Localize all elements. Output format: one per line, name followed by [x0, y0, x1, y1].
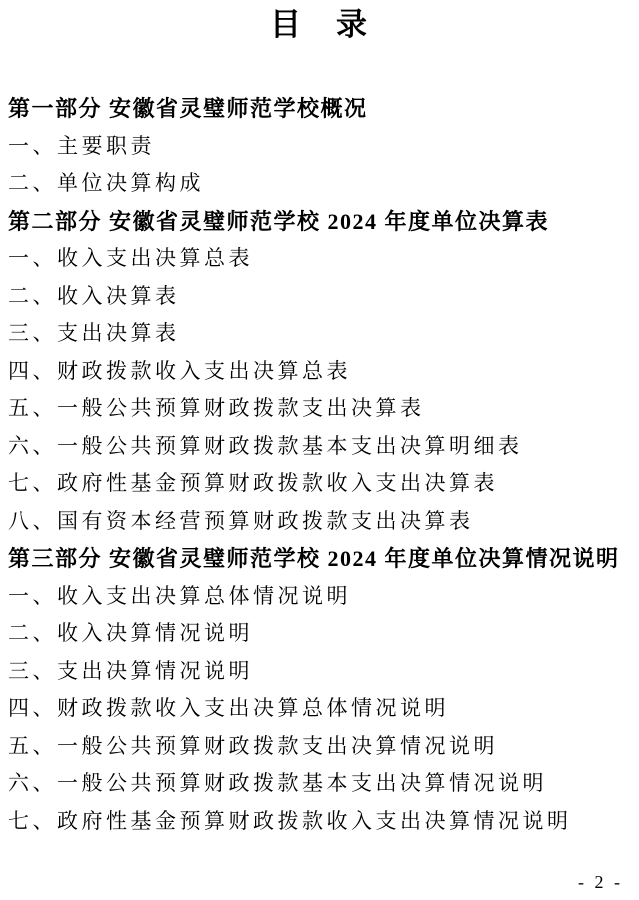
toc-item: 八、国有资本经营预算财政拨款支出决算表 — [8, 508, 474, 533]
toc-item: 四、财政拨款收入支出决算总体情况说明 — [8, 696, 449, 720]
page-number: - 2 - — [578, 872, 623, 892]
toc-item: 五、一般公共预算财政拨款支出决算情况说明 — [8, 733, 498, 758]
toc-section-heading-2: 第二部分 安徽省灵璧师范学校 2024 年度单位决算表 — [8, 208, 550, 234]
toc-item: 六、一般公共预算财政拨款基本支出决算情况说明 — [8, 771, 547, 795]
toc-item: 二、收入决算表 — [8, 283, 180, 308]
toc-item: 三、支出决算情况说明 — [8, 658, 253, 683]
toc-section-heading-3: 第三部分 安徽省灵璧师范学校 2024 年度单位决算情况说明 — [8, 546, 620, 571]
toc-item: 一、收入支出决算总体情况说明 — [8, 583, 351, 608]
toc-item: 七、政府性基金预算财政拨款收入支出决算表 — [8, 471, 498, 495]
toc-item: 五、一般公共预算财政拨款支出决算表 — [8, 396, 425, 420]
page-title: 目 录 — [270, 7, 369, 42]
toc-item: 七、政府性基金预算财政拨款收入支出决算情况说明 — [8, 808, 572, 833]
toc-item: 二、收入决算情况说明 — [8, 621, 253, 645]
toc-item: 一、主要职责 — [8, 133, 155, 158]
toc-item: 三、支出决算表 — [8, 321, 180, 345]
toc-section-heading-1: 第一部分 安徽省灵璧师范学校概况 — [8, 96, 368, 121]
toc-list — [8, 90, 631, 840]
toc-item: 一、收入支出决算总表 — [8, 246, 253, 270]
toc-item: 二、单位决算构成 — [8, 171, 204, 195]
toc-item: 四、财政拨款收入支出决算总表 — [8, 358, 351, 383]
toc-item: 六、一般公共预算财政拨款基本支出决算明细表 — [8, 433, 523, 458]
